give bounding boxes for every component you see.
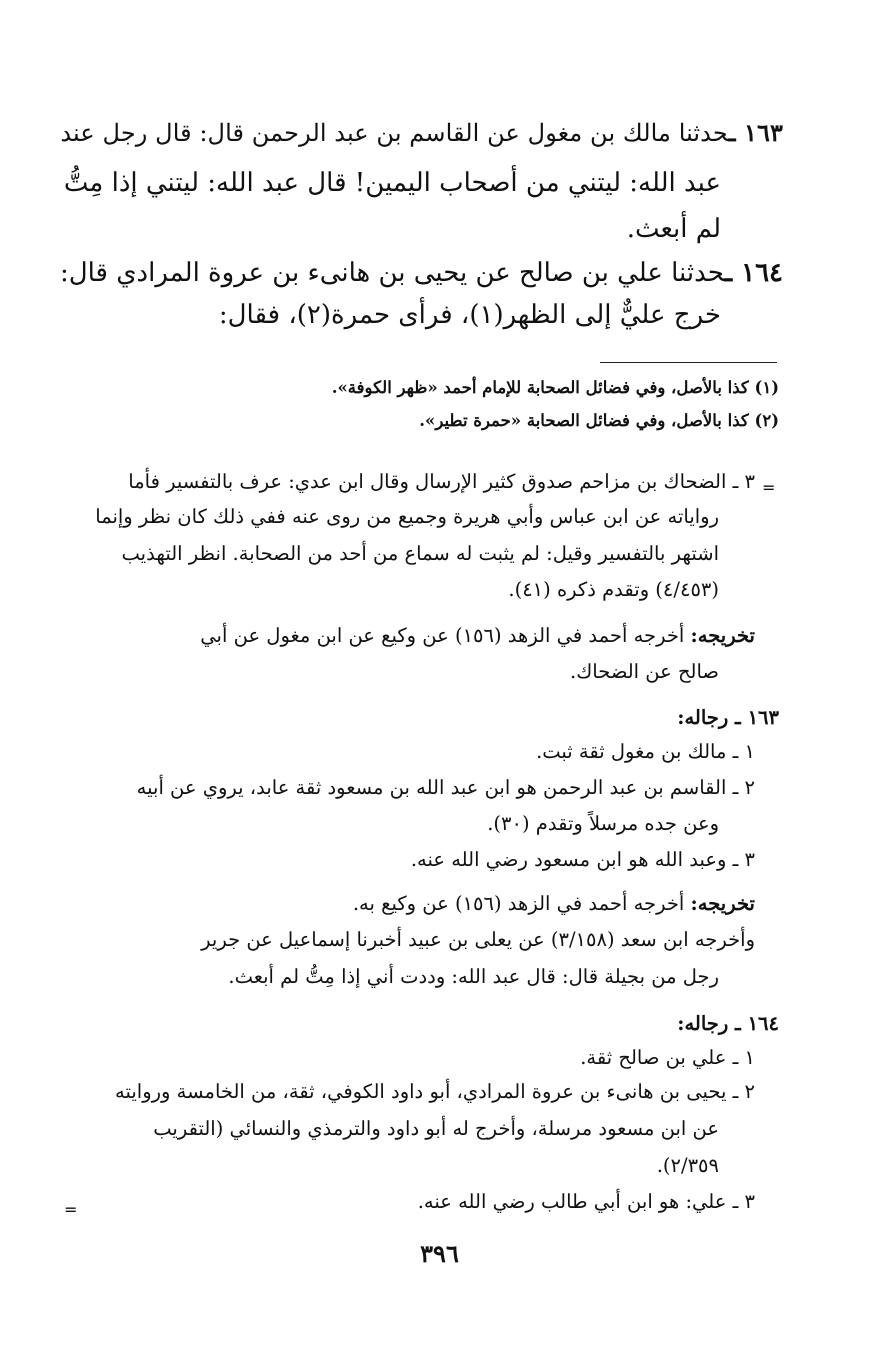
takhrij-text-1: أخرجه أحمد في الزهد (١٥٦) عن وكيع عن ابن مغول عن أبي [200,624,685,647]
continuation-marker-bottom: = [64,1200,78,1219]
takhrij-163-label: تخريجه: [690,892,755,915]
hadith-163-text-1: حدثنا مالك بن مغول عن القاسم بن عبد الرحمن قال: قال رجل عند [60,119,729,147]
hadith-163-number: ١٦٣ [744,118,783,147]
rijal-164-item-3: ٣ ـ علي: هو ابن أبي طالب رضي الله عنه. [417,1190,755,1213]
rijal-163-item-1: ١ ـ مالك بن مغول ثقة ثبت. [536,740,755,763]
continuation-marker: = [762,478,776,497]
hadith-164-line-2 [219,300,721,330]
commentary-p1-line-3: اشتهر بالتفسير وقيل: لم يثبت له سماع من أحد من الصحابة. انظر التهذيب [121,542,719,565]
commentary-p1-line-1: ٣ ـ الضحاك بن مزاحم صدوق كثير الإرسال وقال ابن عدي: عرف بالتفسير فأما [128,470,755,493]
takhrij-163-line-1: تخريجه: أخرجه أحمد في الزهد (١٥٦) عن وكيع به. [352,892,755,915]
rijal-164-item-2c: ٢/٣٥٩). [656,1154,719,1177]
page-number: ٣٩٦ [420,1239,459,1268]
hadith-163-text-3: لم أبعث. [626,214,721,244]
footnote-divider [600,362,777,363]
rijal-163-item-2a: ٢ ـ القاسم بن عبد الرحمن هو ابن عبد الله بن مسعود ثقة عابد، يروي عن أبيه [136,776,755,799]
rijal-164-item-2a: ٢ ـ يحيى بن هانىء بن عروة المرادي، أبو داود الكوفي، ثقة، من الخامسة وروايته [115,1080,755,1103]
hadith-163-line-2 [64,168,721,198]
commentary-p1-line-2: رواياته عن ابن عباس وأبي هريرة وجميع من روى عنه ففي ذلك كان نظر وإنما [95,505,719,528]
hadith-164-text-2: خرج عليٌّ إلى الظهر(١)، فرأى حمرة(٢)، فقال: [218,300,721,330]
hadith-164-number: ١٦٤ [741,258,783,288]
rijal-163-item-2b: وعن جده مرسلاً وتقدم (٣٠). [487,812,719,835]
takhrij-label: تخريجه: [690,624,755,647]
footnote-1: (١) كذا بالأصل، وفي فضائل الصحابة للإمام أحمد «ظهر الكوفة». [331,378,779,397]
hadith-163-text-2: عبد الله: ليتني من أصحاب اليمين! قال عبد الله: ليتني إذا مِتُّ [63,168,721,198]
rijal-163-heading: ١٦٣ ـ رجاله: [677,706,779,729]
rijal-164-item-2b: عن ابن مسعود مرسلة، وأخرج له أبو داود والترمذي والنسائي (التقريب [153,1117,719,1140]
footnote-2: (٢) كذا بالأصل، وفي فضائل الصحابة «حمرة تطير». [419,411,779,430]
takhrij-163-line-3: رجل من بجيلة قال: قال عبد الله: وددت أني إذا مِتُّ لم أبعث. [228,965,719,988]
commentary-takhrij-line-2: صالح عن الضحاك. [570,660,719,683]
hadith-163-line-1: ١٦٣ ـحدثنا مالك بن مغول عن القاسم بن عبد الرحمن قال: قال رجل عند [60,118,783,147]
takhrij-163-line-2: وأخرجه ابن سعد (٣/١٥٨) عن يعلى بن عبيد أخبرنا إسماعيل عن جرير [201,928,755,951]
rijal-163-item-3: ٣ ـ وعبد الله هو ابن مسعود رضي الله عنه. [410,848,755,871]
commentary-takhrij-line-1 [200,624,755,647]
rijal-164-item-1: ١ ـ علي بن صالح ثقة. [580,1046,755,1069]
rijal-164-heading: ١٦٤ ـ رجاله: [677,1012,779,1035]
commentary-p1-line-4: (٤/٤٥٣) وتقدم ذكره (٤١). [508,578,719,601]
hadith-163-line-3 [627,214,721,244]
hadith-164-text-1: حدثنا علي بن صالح عن يحيى بن هانىء بن عروة المرادي قال: [60,258,725,288]
hadith-164-line-1: ١٦٤ ـحدثنا علي بن صالح عن يحيى بن هانىء بن عروة المرادي قال: [60,258,783,288]
